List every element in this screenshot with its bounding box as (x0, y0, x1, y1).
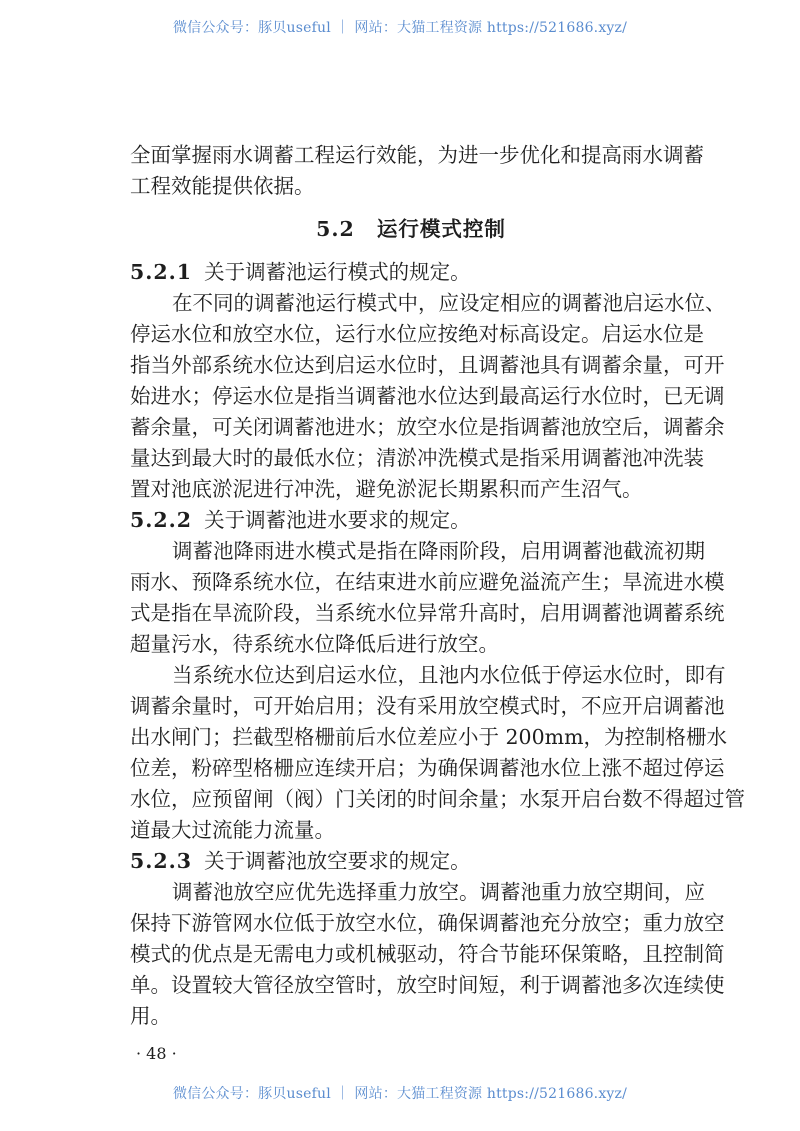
text-line: 位差，粉碎型格栅应连续开启；为确保调蓄池水位上涨不超过停运 (130, 756, 725, 780)
clause-heading (130, 846, 692, 877)
clause-title: 关于调蓄池进水要求的规定。 (204, 508, 471, 532)
text-line: 雨水、预降系统水位，在结束进水前应避免溢流产生；旱流进水模 (130, 570, 725, 594)
clause-number: 5.2.3 (130, 849, 193, 873)
text-line: 调蓄余量时，可开始启用；没有采用放空模式时，不应开启调蓄池 (130, 694, 725, 718)
paragraph (130, 877, 725, 1032)
document-body (130, 140, 745, 1070)
text-line: 停运水位和放空水位，运行水位应按绝对标高设定。启运水位是 (130, 322, 704, 346)
text-line: 保持下游管网水位低于放空水位，确保调蓄池充分放空；重力放空 (130, 911, 725, 935)
text-line: 指当外部系统水位达到启运水位时，且调蓄池具有调蓄余量，可开 (130, 353, 725, 377)
text-line: 调蓄池降雨进水模式是指在降雨阶段，启用调蓄池截流初期 (172, 539, 705, 563)
paragraph (130, 536, 725, 660)
text-line: 蓄余量，可关闭调蓄池进水；放空水位是指调蓄池放空后，调蓄余 (130, 415, 725, 439)
text-line: 用。 (130, 1004, 171, 1028)
text-line: 全面掌握雨水调蓄工程运行效能，为进一步优化和提高雨水调蓄 (130, 143, 704, 167)
text-line: 工程效能提供依据。 (130, 174, 315, 198)
text-line: 水位，应预留闸（阀）门关闭的时间余量；水泵开启台数不得超过管 (130, 787, 745, 811)
text-line: 单。设置较大管径放空管时，放空时间短，利于调蓄池多次连续使 (130, 973, 725, 997)
section-title: 运行模式控制 (376, 217, 506, 241)
text-line: 超量污水，待系统水位降低后进行放空。 (130, 632, 499, 656)
paragraph (130, 140, 704, 202)
text-line: 道最大过流能力流量。 (130, 818, 335, 842)
clause-number: 5.2.2 (130, 508, 193, 532)
watermark-header: 微信公众号：豚贝useful ｜ 网站：大猫工程资源 https://521686.xyz/ (172, 20, 628, 36)
clause-title: 关于调蓄池运行模式的规定。 (204, 260, 471, 284)
clause-number: 5.2.1 (130, 260, 193, 284)
section-heading (130, 202, 692, 257)
paragraph (130, 288, 726, 505)
paragraph (130, 660, 745, 846)
page-number: · 48 · (136, 1044, 177, 1063)
section-number: 5.2 (316, 217, 355, 241)
text-line: 模式的优点是无需电力或机械驱动，符合节能环保策略，且控制简 (130, 942, 725, 966)
text-line: 置对池底淤泥进行冲洗，避免淤泥长期累积而产生沼气。 (130, 477, 643, 501)
text-line: 出水闸门；拦截型格栅前后水位差应小于 200mm，为控制格栅水 (130, 725, 728, 749)
text-line: 始进水；停运水位是指当调蓄池水位达到最高运行水位时，已无调 (130, 384, 725, 408)
clause-heading (130, 257, 692, 288)
text-line: 量达到最大时的最低水位；清淤冲洗模式是指采用调蓄池冲洗装 (130, 446, 704, 470)
watermark-footer: 微信公众号：豚贝useful ｜ 网站：大猫工程资源 https://521686.xyz/ (172, 1086, 628, 1102)
text-line: 调蓄池放空应优先选择重力放空。调蓄池重力放空期间，应 (172, 880, 705, 904)
text-line: 在不同的调蓄池运行模式中，应设定相应的调蓄池启运水位、 (172, 291, 726, 315)
clause-title: 关于调蓄池放空要求的规定。 (204, 849, 471, 873)
text-line: 当系统水位达到启运水位，且池内水位低于停运水位时，即有 (172, 663, 726, 687)
text-line: 式是指在旱流阶段，当系统水位异常升高时，启用调蓄池调蓄系统 (130, 601, 725, 625)
clause-heading (130, 505, 692, 536)
